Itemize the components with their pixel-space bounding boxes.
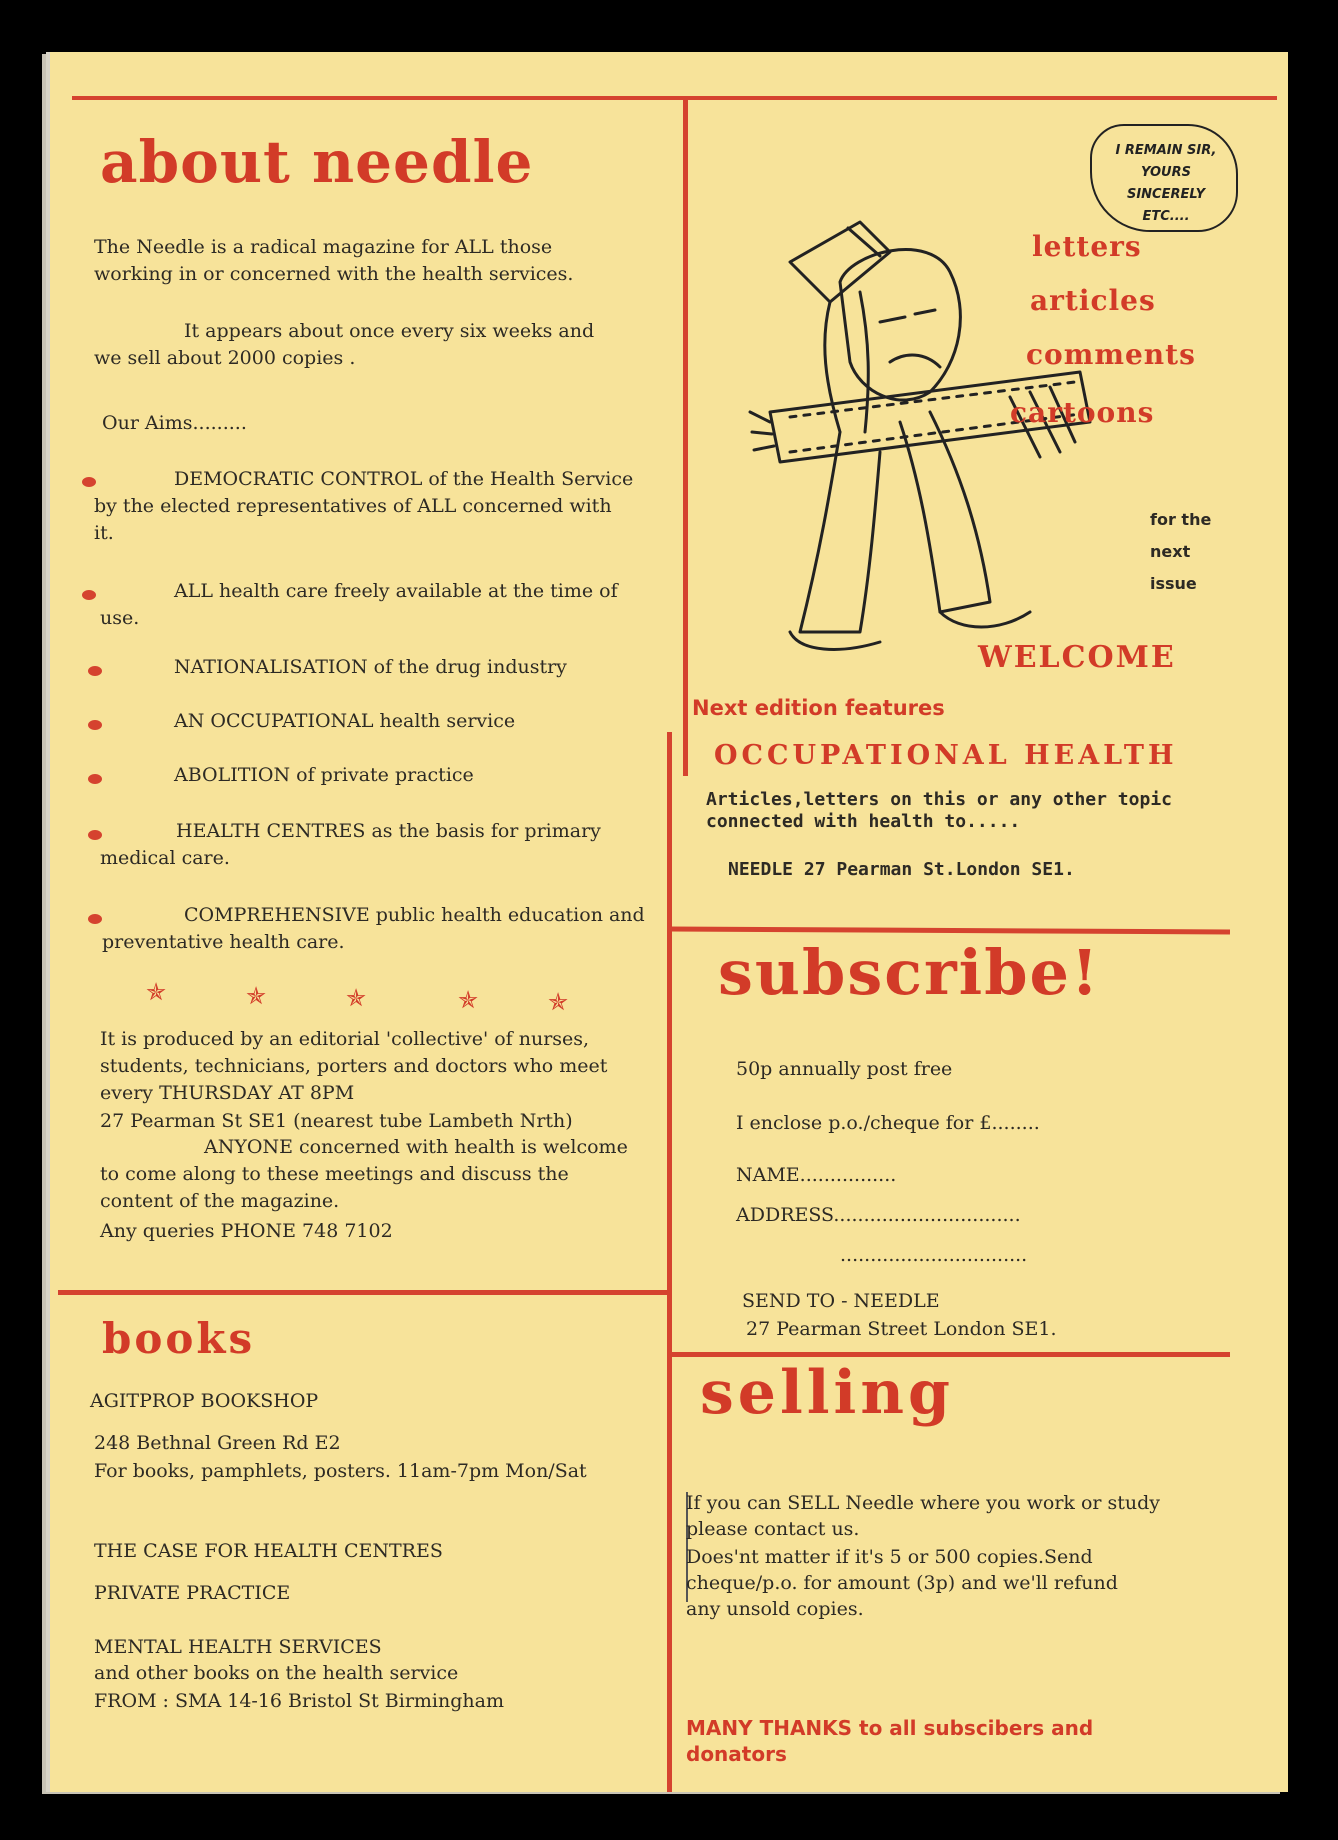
letters-bottom-rule [670,927,1230,935]
welcome-text: WELCOME [978,640,1176,675]
books-title: books [102,1314,256,1363]
books-from: FROM : SMA 14-16 Bristol St Birmingham [94,1690,504,1712]
top-rule [72,96,1277,100]
star-icon: ✯ [458,986,479,1014]
subscribe-address-field: ADDRESS............................... [736,1204,1021,1226]
selling-line-5: any unsold copies. [686,1598,864,1620]
subscribe-price: 50p annually post free [736,1058,953,1080]
for-next-line: next [1150,542,1191,561]
letters-item: comments [1026,338,1196,371]
books-other: and other books on the health service [94,1662,459,1684]
collective-text-3: ANYONE concerned with health is welcome to come along to these meetings and discuss the content of the magazine. [100,1136,628,1212]
selling-line-1: If you can SELL Needle where you work or study [686,1492,1161,1514]
subscribe-bottom-rule [670,1352,1230,1357]
star-icon: ✯ [146,978,167,1006]
speech-text: I REMAIN SIR, YOURS SINCERELY ETC.... [1115,143,1217,224]
aim-bullet [82,590,96,600]
magazine-page [50,52,1288,1792]
aim-bullet [88,666,102,676]
aims-label: Our Aims......... [102,412,247,434]
subscribe-name-field: NAME................ [736,1164,897,1186]
center-vertical-rule [683,96,688,776]
books-title-1: THE CASE FOR HEALTH CENTRES [94,1540,443,1562]
aim-5: ABOLITION of private practice [174,764,474,786]
collective-text-4: Any queries PHONE 748 7102 [100,1220,393,1242]
about-intro-1: The Needle is a radical magazine for ALL those working in or concerned with the health services. [94,236,574,285]
about-title: about needle [100,128,534,196]
aim-3: NATIONALISATION of the drug industry [174,656,567,678]
letters-item: letters [1032,230,1142,263]
star-icon: ✯ [246,982,267,1010]
feature-text: OCCUPATIONAL HEALTH [714,740,1178,771]
books-title-3: MENTAL HEALTH SERVICES [94,1636,382,1658]
letters-address: NEEDLE 27 Pearman St.London SE1. [728,859,1075,880]
thanks-line-2: donators [686,1742,787,1766]
letters-item: articles [1030,284,1156,317]
aim-bullet [88,774,102,784]
aim-bullet [88,914,102,924]
books-title-2: PRIVATE PRACTICE [94,1582,291,1604]
subscribe-enclose: I enclose p.o./cheque for £........ [736,1112,1040,1134]
books-shop: AGITPROP BOOKSHOP [90,1390,319,1412]
subscribe-address-field-2: ............................... [840,1244,1028,1266]
call-text-2: connected with health to..... [706,811,1021,832]
selling-title: selling [700,1358,954,1428]
books-hours: For books, pamphlets, posters. 11am-7pm Mon/Sat [94,1460,587,1482]
aim-6: HEALTH CENTRES as the basis for primary medical care. [100,820,601,869]
aim-bullet [88,720,102,730]
about-intro-2: It appears about once every six weeks and we sell about 2000 copies . [94,320,595,369]
for-next-line: for the [1150,510,1212,529]
next-edition-text: Next edition features [692,696,945,720]
cartoon-head [840,250,960,400]
selling-line-3: Does'nt matter if it's 5 or 500 copies.Send [686,1546,1093,1568]
aim-2: ALL health care freely available at the time of use. [100,580,618,629]
thanks-line-1: MANY THANKS to all subscibers and [686,1716,1094,1740]
books-address: 248 Bethnal Green Rd E2 [94,1432,341,1454]
center-vertical-rule-lower [667,732,672,1792]
selling-line-4: cheque/p.o. for amount (3p) and we'll refund [686,1572,1118,1594]
selling-line-2: please contact us. [686,1518,860,1540]
letters-item: cartoons [1010,396,1155,429]
subscribe-title: subscribe! [718,936,1101,1009]
for-next-line: issue [1150,574,1197,593]
subscribe-send-address: 27 Pearman Street London SE1. [746,1318,1057,1340]
call-text-1: Articles,letters on this or any other topic [706,789,1172,810]
collective-text-1: It is produced by an editorial 'collective' of nurses, students, technicians, porters and doctors who meet every THURSDAY AT 8PM [100,1028,608,1104]
aim-1: DEMOCRATIC CONTROL of the Health Service by the elected representatives of ALL concerned with it. [94,468,634,544]
collective-text-2: 27 Pearman St SE1 (nearest tube Lambeth Nrth) [100,1110,573,1132]
about-bottom-rule [58,1290,670,1295]
star-icon: ✯ [548,988,569,1016]
subscribe-send-to: SEND TO - NEEDLE [742,1290,940,1312]
aim-7: COMPREHENSIVE public health education and preventative health care. [102,904,645,953]
star-icon: ✯ [346,984,367,1012]
cartoon-illustration [730,192,1150,692]
aim-4: AN OCCUPATIONAL health service [174,710,516,732]
